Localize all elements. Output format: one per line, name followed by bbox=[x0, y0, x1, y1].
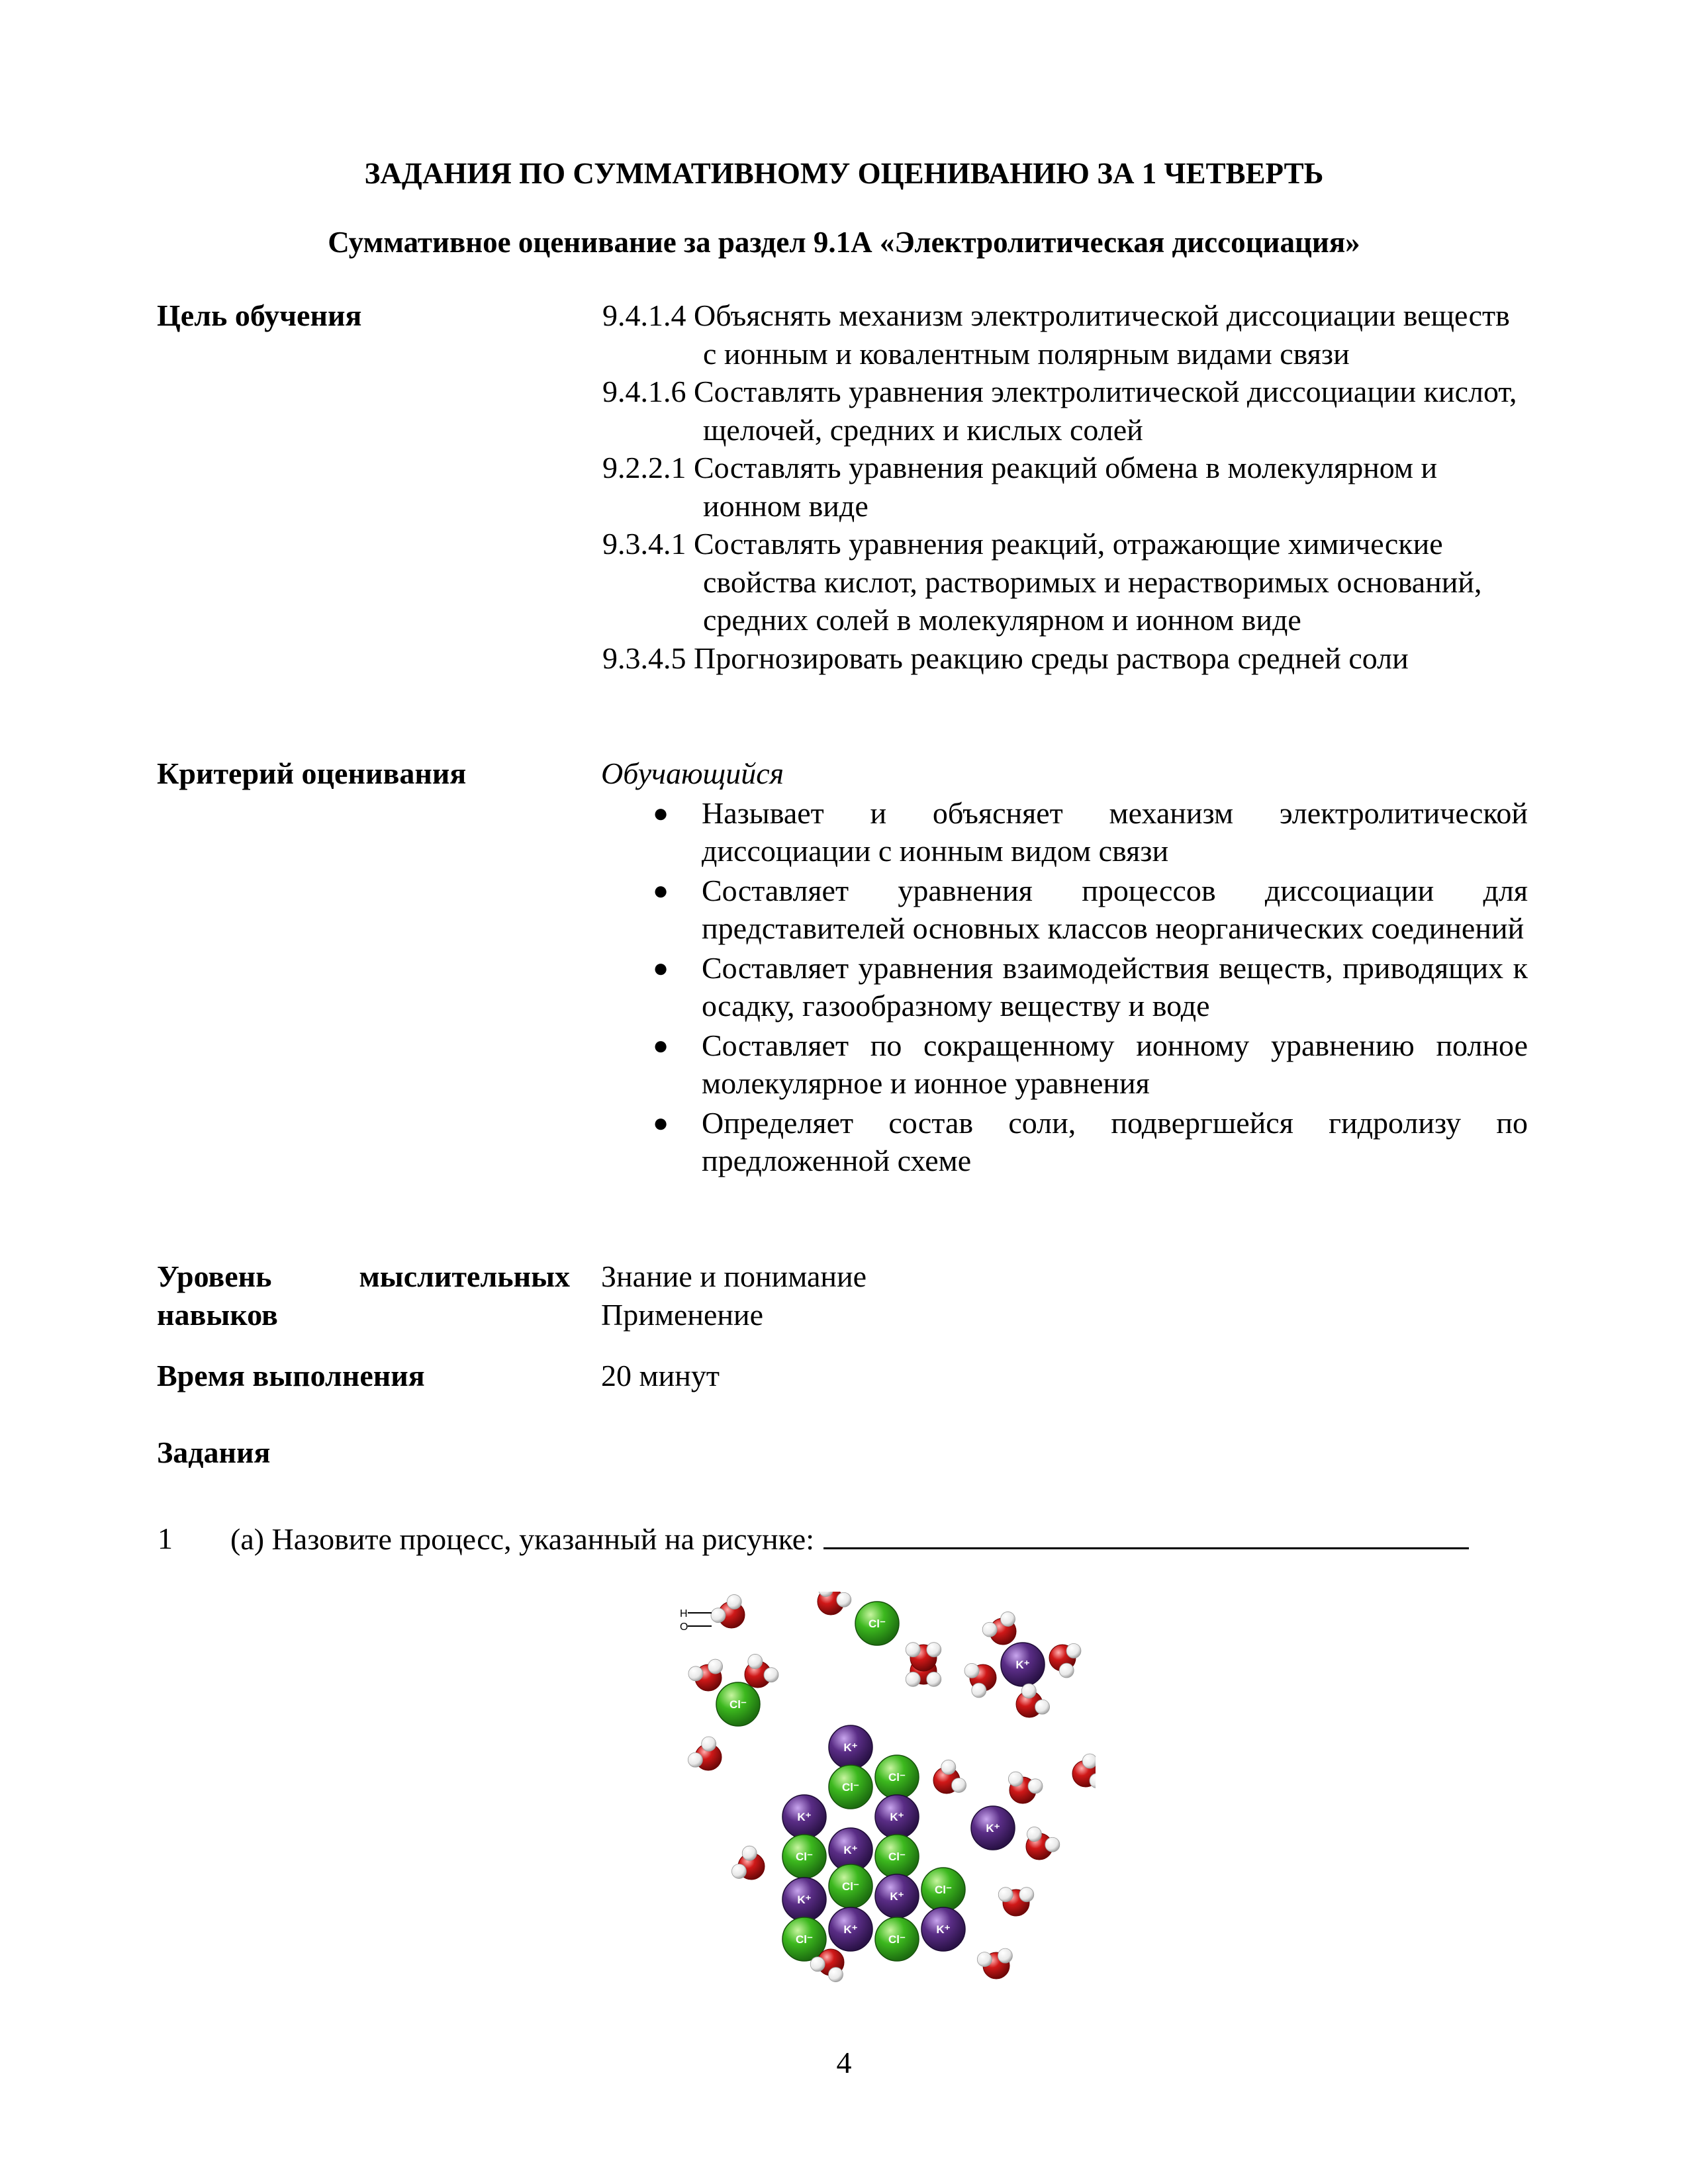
chloride-ion bbox=[829, 1765, 872, 1809]
svg-text:K⁺: K⁺ bbox=[843, 1844, 858, 1856]
water-molecule bbox=[745, 1654, 778, 1688]
goal-item: 9.4.1.4 Объяснять механизм электролитической диссоциации веществ с ионным и ковалентным полярным видами связи bbox=[602, 298, 1510, 371]
hydrogen-atom bbox=[1000, 1612, 1015, 1626]
hydrogen-atom bbox=[708, 1659, 723, 1674]
hydrogen-atom bbox=[906, 1643, 920, 1657]
criteria-label: Критерий оценивания bbox=[157, 756, 467, 790]
criteria-item bbox=[601, 1026, 1528, 1103]
hydrogen-atom bbox=[1027, 1827, 1042, 1841]
chloride-ion bbox=[875, 1755, 919, 1799]
hydrogen-atom bbox=[702, 1737, 716, 1751]
hydrogen-atom bbox=[941, 1760, 956, 1774]
hydrogen-atom bbox=[972, 1683, 986, 1698]
potassium-ion bbox=[921, 1907, 965, 1951]
hydrogen-atom bbox=[688, 1752, 702, 1767]
tasks-label: Задания bbox=[157, 1435, 271, 1469]
criteria-item-text: Составляет уравнения взаимодействия веществ, приводящих к осадку, газообразному веществу и воде bbox=[702, 950, 1528, 1023]
svg-text:Cl⁻: Cl⁻ bbox=[842, 1781, 859, 1794]
legend-h-label: H bbox=[680, 1608, 688, 1619]
task-question-text: (a) Назовите процесс, указанный на рисунке: bbox=[230, 1522, 814, 1556]
potassium-ion bbox=[971, 1806, 1015, 1850]
answer-blank[interactable] bbox=[823, 1520, 1469, 1549]
criteria-item bbox=[601, 1104, 1528, 1180]
water-molecule bbox=[964, 1663, 996, 1698]
goal-item: 9.4.1.6 Составлять уравнения электролитической диссоциации кислот, щелочей, средних и кислых солей bbox=[602, 375, 1517, 447]
water-legend bbox=[680, 1608, 712, 1633]
criteria-item-text: Определяет состав соли, подвергшейся гидролизу по предложенной схеме bbox=[702, 1105, 1528, 1177]
water-molecule bbox=[711, 1594, 745, 1628]
chloride-ion bbox=[829, 1864, 872, 1908]
hydrogen-atom bbox=[998, 1948, 1012, 1963]
criteria-list bbox=[601, 794, 1528, 1180]
chloride-ion bbox=[782, 1917, 826, 1961]
skills-label-word: навыков bbox=[157, 1297, 278, 1332]
potassium-ion bbox=[1001, 1643, 1045, 1686]
bullet-icon: ● bbox=[653, 797, 669, 828]
water-molecule bbox=[1026, 1827, 1060, 1860]
bullet-icon: ● bbox=[653, 1030, 669, 1060]
hydrogen-atom bbox=[977, 1952, 992, 1967]
task-question bbox=[230, 1520, 1469, 1558]
svg-text:K⁺: K⁺ bbox=[797, 1893, 812, 1906]
hydrogen-atom bbox=[688, 1666, 703, 1681]
hydrogen-atom bbox=[1045, 1837, 1060, 1852]
page-number: 4 bbox=[836, 2046, 852, 2079]
chloride-ion bbox=[921, 1868, 965, 1911]
goal-item: 9.3.4.5 Прогнозировать реакцию среды раствора средней соли bbox=[602, 641, 1409, 675]
hydrogen-atom bbox=[1059, 1663, 1074, 1678]
potassium-ion bbox=[829, 1907, 872, 1951]
svg-text:Cl⁻: Cl⁻ bbox=[888, 1771, 906, 1784]
hydrogen-atom bbox=[731, 1864, 746, 1878]
bullet-icon: ● bbox=[653, 952, 669, 983]
svg-text:Cl⁻: Cl⁻ bbox=[796, 1850, 813, 1863]
svg-text:Cl⁻: Cl⁻ bbox=[729, 1698, 747, 1711]
hydrogen-atom bbox=[1035, 1700, 1050, 1714]
hydrogen-atom bbox=[837, 1592, 851, 1607]
water-molecule bbox=[688, 1659, 723, 1691]
svg-text:K⁺: K⁺ bbox=[890, 1811, 904, 1823]
goal-item: 9.2.2.1 Составлять уравнения реакций обмена в молекулярном и ионном виде bbox=[602, 451, 1438, 523]
hydrogen-atom bbox=[742, 1846, 757, 1860]
document-title: ЗАДАНИЯ ПО СУММАТИВНОМУ ОЦЕНИВАНИЮ ЗА 1 ЧЕТВЕРТЬ bbox=[364, 157, 1324, 190]
criteria-item-text: Называет и объясняет механизм электролитической диссоциации с ионным видом связи bbox=[702, 796, 1528, 868]
skills-value: Знание и понимание bbox=[601, 1259, 867, 1293]
hydrogen-atom bbox=[748, 1654, 763, 1668]
water-molecule bbox=[688, 1737, 722, 1770]
water-molecule bbox=[977, 1948, 1012, 1979]
bullet-icon: ● bbox=[653, 1107, 669, 1138]
svg-text:K⁺: K⁺ bbox=[986, 1822, 1000, 1835]
ion-layer bbox=[716, 1602, 1045, 1961]
hydrogen-atom bbox=[1019, 1888, 1034, 1902]
time-label: Время выполнения bbox=[157, 1359, 425, 1392]
hydrogen-atom bbox=[1008, 1772, 1023, 1786]
hydrogen-atom bbox=[1021, 1684, 1036, 1698]
legend-o-label: O bbox=[680, 1621, 688, 1633]
hydrogen-atom bbox=[964, 1663, 979, 1678]
criteria-block bbox=[601, 754, 1528, 1180]
potassium-ion bbox=[782, 1878, 826, 1921]
svg-text:Cl⁻: Cl⁻ bbox=[842, 1880, 859, 1893]
hydrogen-atom bbox=[1066, 1643, 1081, 1658]
water-molecule bbox=[1072, 1754, 1096, 1788]
chloride-ion bbox=[855, 1602, 899, 1645]
skills-label bbox=[157, 1257, 570, 1334]
hydrogen-atom bbox=[727, 1594, 741, 1609]
criteria-item-text: Составляет по сокращенному ионному уравнению полное молекулярное и ионное уравнения bbox=[702, 1028, 1528, 1100]
water-molecule bbox=[1049, 1643, 1081, 1678]
water-molecule bbox=[933, 1760, 966, 1794]
svg-text:K⁺: K⁺ bbox=[936, 1923, 951, 1936]
goals-label: Цель обучения bbox=[157, 298, 362, 332]
svg-text:Cl⁻: Cl⁻ bbox=[796, 1933, 813, 1946]
svg-text:Cl⁻: Cl⁻ bbox=[888, 1850, 906, 1863]
hydrogen-atom bbox=[998, 1888, 1013, 1902]
water-molecule bbox=[982, 1612, 1016, 1645]
goals-list bbox=[602, 296, 1529, 677]
skills-value: Применение bbox=[601, 1297, 764, 1332]
criteria-intro: Обучающийся bbox=[601, 756, 784, 790]
svg-text:K⁺: K⁺ bbox=[843, 1741, 858, 1754]
criteria-item bbox=[601, 794, 1528, 870]
water-molecule bbox=[818, 1592, 851, 1615]
hydrogen-atom bbox=[711, 1608, 726, 1623]
potassium-ion bbox=[875, 1874, 919, 1918]
criteria-item bbox=[601, 949, 1528, 1025]
skills-values bbox=[601, 1257, 867, 1334]
goal-item: 9.3.4.1 Составлять уравнения реакций, отражающие химические свойства кислот, растворимых и нерастворимых оснований, средних солей в молекулярном и ионном виде bbox=[602, 527, 1482, 637]
svg-text:Cl⁻: Cl⁻ bbox=[935, 1884, 952, 1896]
water-molecule bbox=[1016, 1684, 1050, 1717]
criteria-item-text: Составляет уравнения процессов диссоциации для представителей основных классов неорганических соединений bbox=[702, 873, 1528, 945]
task-number: 1 bbox=[158, 1522, 173, 1555]
water-molecule bbox=[998, 1888, 1034, 1916]
hydrogen-atom bbox=[1082, 1754, 1096, 1768]
svg-text:K⁺: K⁺ bbox=[890, 1890, 904, 1903]
chloride-ion bbox=[782, 1835, 826, 1878]
hydrogen-atom bbox=[764, 1668, 778, 1682]
hydrogen-atom bbox=[927, 1643, 941, 1657]
criteria-item bbox=[601, 872, 1528, 948]
document-subtitle: Суммативное оценивание за раздел 9.1А «Электролитическая диссоциация» bbox=[328, 226, 1360, 259]
hydrogen-atom bbox=[810, 1957, 825, 1972]
hydrogen-atom bbox=[982, 1622, 997, 1637]
hydrogen-atom bbox=[952, 1778, 966, 1792]
hydrogen-atom bbox=[906, 1672, 920, 1686]
svg-text:K⁺: K⁺ bbox=[843, 1923, 858, 1936]
potassium-ion bbox=[875, 1795, 919, 1839]
svg-text:Cl⁻: Cl⁻ bbox=[888, 1933, 906, 1946]
svg-text:K⁺: K⁺ bbox=[1015, 1659, 1030, 1671]
chloride-ion bbox=[716, 1682, 760, 1726]
dissociation-figure bbox=[672, 1592, 1096, 1995]
water-molecule bbox=[1008, 1772, 1043, 1803]
time-value: 20 минут bbox=[601, 1359, 720, 1392]
svg-text:Cl⁻: Cl⁻ bbox=[868, 1617, 886, 1630]
chloride-ion bbox=[875, 1835, 919, 1878]
water-molecule bbox=[731, 1846, 765, 1880]
svg-text:K⁺: K⁺ bbox=[797, 1811, 812, 1823]
hydrogen-atom bbox=[1028, 1779, 1043, 1794]
skills-label-word: мыслительных bbox=[359, 1259, 570, 1293]
hydrogen-atom bbox=[927, 1672, 941, 1686]
potassium-ion bbox=[829, 1725, 872, 1769]
bullet-icon: ● bbox=[653, 875, 669, 905]
chloride-ion bbox=[875, 1917, 919, 1961]
skills-label-word: Уровень bbox=[157, 1259, 272, 1293]
potassium-ion bbox=[782, 1795, 826, 1839]
hydrogen-atom bbox=[828, 1968, 843, 1982]
